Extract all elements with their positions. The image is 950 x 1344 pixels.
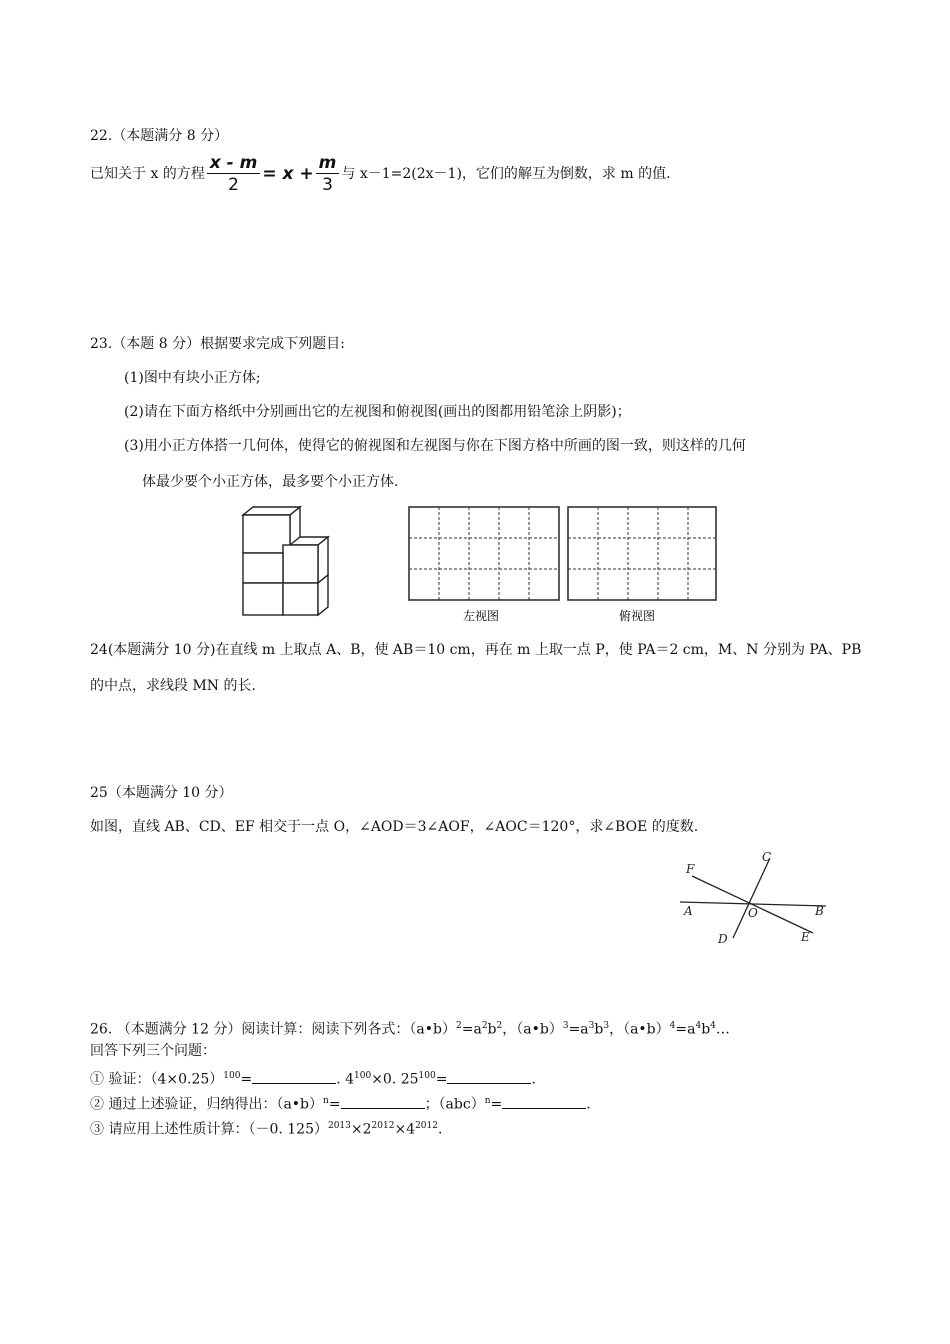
t: b bbox=[701, 1021, 711, 1038]
sup: 100 bbox=[354, 1071, 372, 1081]
t: =a bbox=[568, 1021, 589, 1038]
label-d: D bbox=[718, 932, 728, 946]
t: ×2 bbox=[350, 1121, 372, 1138]
frac1-denominator: 2 bbox=[228, 174, 239, 195]
q22-equation bbox=[90, 152, 671, 196]
answer-blank[interactable] bbox=[502, 1094, 586, 1109]
t: ① 验证：（4×0.25） bbox=[90, 1071, 224, 1088]
t: . bbox=[437, 1121, 443, 1138]
q25-header: 25（本题满分 10 分） bbox=[90, 785, 233, 801]
q23-item3b: 体最少要个小正方体，最多要个小正方体. bbox=[142, 474, 399, 490]
sup: 2 bbox=[456, 1021, 462, 1031]
answer-blank[interactable] bbox=[341, 1094, 425, 1109]
t: =a bbox=[461, 1021, 482, 1038]
sup: 2012 bbox=[371, 1121, 395, 1131]
sup: 3 bbox=[588, 1021, 595, 1031]
label-o: O bbox=[748, 906, 758, 920]
left-view-label: 左视图 bbox=[463, 609, 500, 623]
t: b bbox=[487, 1021, 497, 1038]
sup: 2 bbox=[481, 1021, 488, 1031]
t: ，（a•b） bbox=[502, 1021, 563, 1038]
t: . 4 bbox=[336, 1071, 354, 1088]
fraction-x-minus-m-over-2 bbox=[207, 153, 261, 196]
left-view-grid bbox=[408, 505, 560, 625]
t: ；（abc） bbox=[424, 1096, 485, 1113]
q22-eq-mid: = x + bbox=[262, 164, 314, 184]
sup: 100 bbox=[418, 1071, 436, 1081]
q26-item1 bbox=[90, 1066, 536, 1090]
t: ×0. 25 bbox=[371, 1071, 419, 1088]
q26-item3 bbox=[90, 1116, 442, 1140]
q23-header: 23.（本题 8 分）根据要求完成下列题目: bbox=[90, 336, 345, 352]
t: ③ 请应用上述性质计算：（－0. 125） bbox=[90, 1121, 328, 1138]
q24-line1: 24(本题满分 10 分)在直线 m 上取点 A、B，使 AB＝10 cm，再在 m 上取一点 P，使 PA＝2 cm，M、N 分别为 PA、PB bbox=[90, 642, 862, 658]
q26-item2 bbox=[90, 1091, 591, 1115]
t: = bbox=[240, 1071, 253, 1088]
sup: 2013 bbox=[327, 1121, 351, 1131]
sup: 4 bbox=[669, 1021, 676, 1031]
sup: n bbox=[323, 1096, 329, 1106]
q23-item1: (1)图中有块小正方体; bbox=[124, 370, 261, 386]
t: = bbox=[435, 1071, 448, 1088]
sup: 3 bbox=[562, 1021, 569, 1031]
sup: 100 bbox=[223, 1071, 241, 1081]
sup: 4 bbox=[710, 1021, 716, 1031]
answer-blank[interactable] bbox=[447, 1069, 531, 1084]
sup: 4 bbox=[695, 1021, 702, 1031]
q22-header: 22.（本题满分 8 分） bbox=[90, 128, 229, 144]
answer-blank[interactable] bbox=[252, 1069, 336, 1084]
fraction-m-over-3 bbox=[316, 153, 340, 196]
label-f: F bbox=[686, 862, 695, 876]
sup: 3 bbox=[603, 1021, 610, 1031]
t: =a bbox=[675, 1021, 696, 1038]
q24-line2: 的中点，求线段 MN 的长. bbox=[90, 678, 256, 694]
intersecting-lines-figure bbox=[678, 848, 830, 948]
q26-answer-intro: 回答下列三个问题： bbox=[90, 1043, 216, 1059]
top-view-grid bbox=[567, 505, 719, 625]
top-view-label: 俯视图 bbox=[619, 609, 656, 623]
q22-pre: 已知关于 x 的方程 bbox=[90, 166, 205, 182]
label-a: A bbox=[684, 904, 693, 918]
t: … bbox=[715, 1021, 730, 1038]
frac2-numerator: m bbox=[316, 153, 340, 174]
t: b bbox=[594, 1021, 604, 1038]
t: = bbox=[490, 1096, 503, 1113]
label-e: E bbox=[801, 930, 810, 944]
t: . bbox=[586, 1096, 591, 1113]
t: . bbox=[531, 1071, 536, 1088]
t: ② 通过上述验证，归纳得出：（a•b） bbox=[90, 1096, 324, 1113]
q23-item3a: (3)用小正方体搭一几何体，使得它的俯视图和左视图与你在下图方格中所画的图一致，则这样的几何 bbox=[124, 438, 746, 454]
cube-stack-figure bbox=[238, 505, 333, 617]
frac1-numerator: x - m bbox=[207, 153, 261, 174]
q22-post: 与 x－1=2(2x－1)，它们的解互为倒数，求 m 的值. bbox=[341, 166, 671, 182]
t: ，（a•b） bbox=[609, 1021, 670, 1038]
q25-line: 如图，直线 AB、CD、EF 相交于一点 O，∠AOD＝3∠AOF，∠AOC＝120°，求∠BOE 的度数. bbox=[90, 819, 699, 835]
t: ×4 bbox=[394, 1121, 416, 1138]
t: = bbox=[328, 1096, 341, 1113]
sup: n bbox=[484, 1096, 491, 1106]
q26-header-text: 26. （本题满分 12 分）阅读计算：阅读下列各式：（a•b） bbox=[90, 1021, 456, 1038]
q26-header bbox=[90, 1016, 730, 1040]
label-c: C bbox=[762, 850, 772, 864]
q23-item2: (2)请在下面方格纸中分别画出它的左视图和俯视图(画出的图都用铅笔涂上阴影)； bbox=[124, 404, 631, 420]
frac2-denominator: 3 bbox=[322, 174, 333, 195]
sup: 2012 bbox=[415, 1121, 438, 1131]
label-b: B bbox=[815, 904, 824, 918]
sup: 2 bbox=[496, 1021, 503, 1031]
